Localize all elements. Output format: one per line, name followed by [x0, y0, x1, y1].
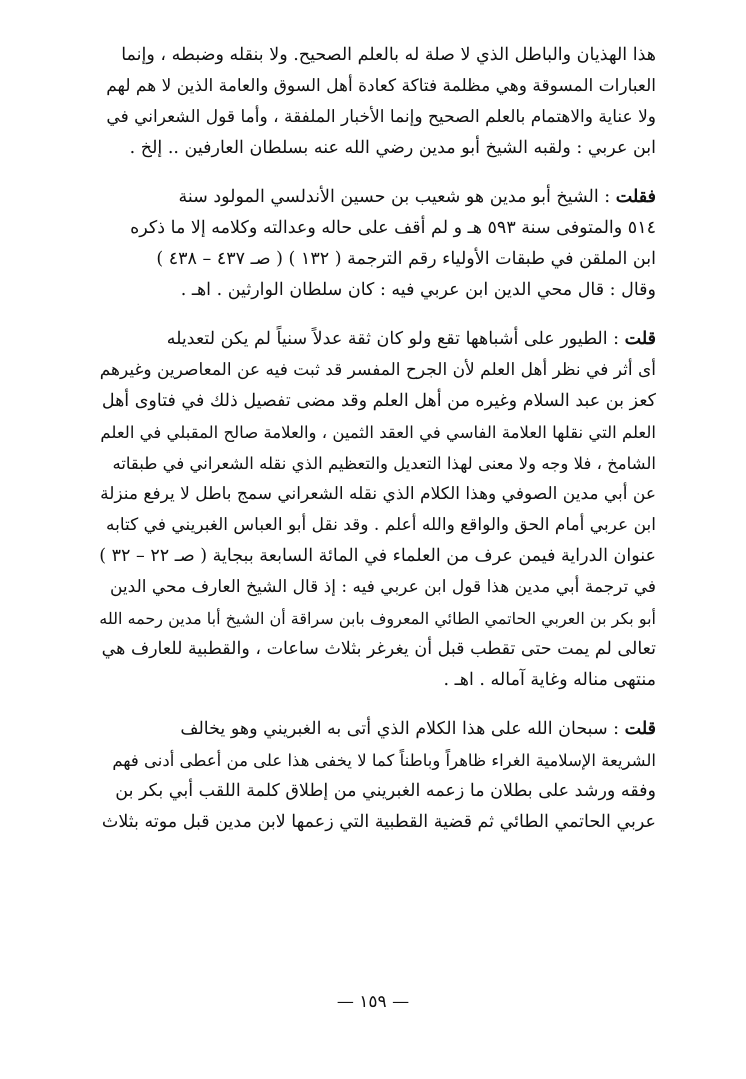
text-line: العلم التي نقلها العلامة الفاسي في العقد الثمين ، والعلامة صالح المقبلي في العلم: [100, 423, 656, 442]
text-line: ابن عربي أمام الحق والواقع والله أعلم . وقد نقل أبو العباس الغبريني في كتابه: [106, 515, 656, 535]
text-line: الشريعة الإسلامية الغراء ظاهراً وباطناً كما لا يخفى هذا على من أعطى أدنى فهم: [112, 751, 656, 770]
paragraph-birds: [98, 324, 656, 696]
paragraph-abu-madyan: [98, 182, 656, 306]
text-line: [98, 182, 656, 213]
paragraph-keyword: قلت: [624, 329, 656, 349]
text-line: [98, 324, 656, 355]
paragraph-subhan-allah: [98, 714, 656, 838]
text-line: ٥١٤ والمتوفى سنة ٥٩٣ هـ و لم أقف على حاله وعدالته وكلامه إلا ما ذكره: [130, 218, 656, 238]
page-number: — ١٥٩ —: [336, 992, 410, 1012]
text-line-rest: : الشيخ أبو مدين هو شعيب بن حسين الأندلسي المولود سنة: [178, 187, 611, 207]
text-line: العبارات المسوقة وهي مظلمة فتاكة كعادة أهل السوق والعامة الذين لا هم لهم: [106, 76, 656, 96]
text-line: [98, 714, 656, 745]
text-line: في ترجمة أبي مدين هذا قول ابن عربي فيه : إذ قال الشيخ العارف محي الدين: [109, 577, 656, 597]
text-line: عن أبي مدين الصوفي وهذا الكلام الذي نقله الشعراني سمج باطل لا يرفع منزلة: [100, 484, 656, 504]
text-line: أبو بكر بن العربي الحاتمي الطائي المعروف بابن سراقة أن الشيخ أبا مدين رحمه الله: [99, 609, 656, 628]
text-line-rest: : الطيور على أشباهها تقع ولو كان ثقة عدلاً سنياً لم يكن لتعديله: [166, 329, 620, 349]
text-line: وفقه ورشد على بطلان ما زعمه الغبريني من إطلاق كلمة اللقب أبي بكر بن: [115, 781, 656, 801]
text-line: كعز بن عبد السلام وغيره من أهل العلم وقد مضى تفصيل ذلك في فتاوى أهل: [101, 391, 656, 411]
text-line: ولا عناية والاهتمام بالعلم الصحيح وإنما الأخبار الملفقة ، وأما قول الشعراني في: [106, 107, 656, 127]
text-line: وقال : قال محي الدين ابن عربي فيه : كان سلطان الوارثين . اهـ .: [180, 280, 656, 300]
text-line: ابن عربي : ولقبه الشيخ أبو مدين رضي الله عنه بسلطان العارفين .. إلخ .: [129, 138, 656, 158]
text-line: عنوان الدراية فيمن عرف من العلماء في المائة السابعة ببجاية ( صـ ٢٢ – ٣٢ ): [99, 546, 656, 566]
text-line-rest: : سبحان الله على هذا الكلام الذي أتى به الغبريني وهو يخالف: [180, 719, 620, 739]
paragraph-intro: [98, 40, 656, 164]
text-line: منتهى مناله وغاية آماله . اهـ .: [443, 670, 656, 690]
paragraph-keyword: قلت: [624, 719, 656, 739]
paragraph-keyword: فقلت: [615, 187, 656, 207]
text-line: الشامخ ، فلا وجه ولا معنى لهذا التعديل والتعظيم الذي نقله الشعراني في طبقاته: [112, 454, 656, 473]
text-line: ابن الملقن في طبقات الأولياء رقم الترجمة ( ١٣٢ ) ( صـ ٤٣٧ – ٤٣٨ ): [156, 249, 656, 269]
text-line: أى أثر في نظر أهل العلم لأن الجرح المفسر قد ثبت فيه عن المعاصرين وغيرهم: [99, 360, 656, 380]
text-line: عربي الحاتمي الطائي ثم قضية القطبية التي زعمها لابن مدين قبل موته بثلاث: [101, 812, 656, 832]
text-line: تعالى لم يمت حتى تقطب قبل أن يغرغر بثلاث ساعات ، والقطبية للعارف هي: [101, 639, 656, 659]
text-line: هذا الهذيان والباطل الذي لا صلة له بالعلم الصحيح. ولا بنقله وضبطه ، وإنما: [121, 45, 656, 65]
